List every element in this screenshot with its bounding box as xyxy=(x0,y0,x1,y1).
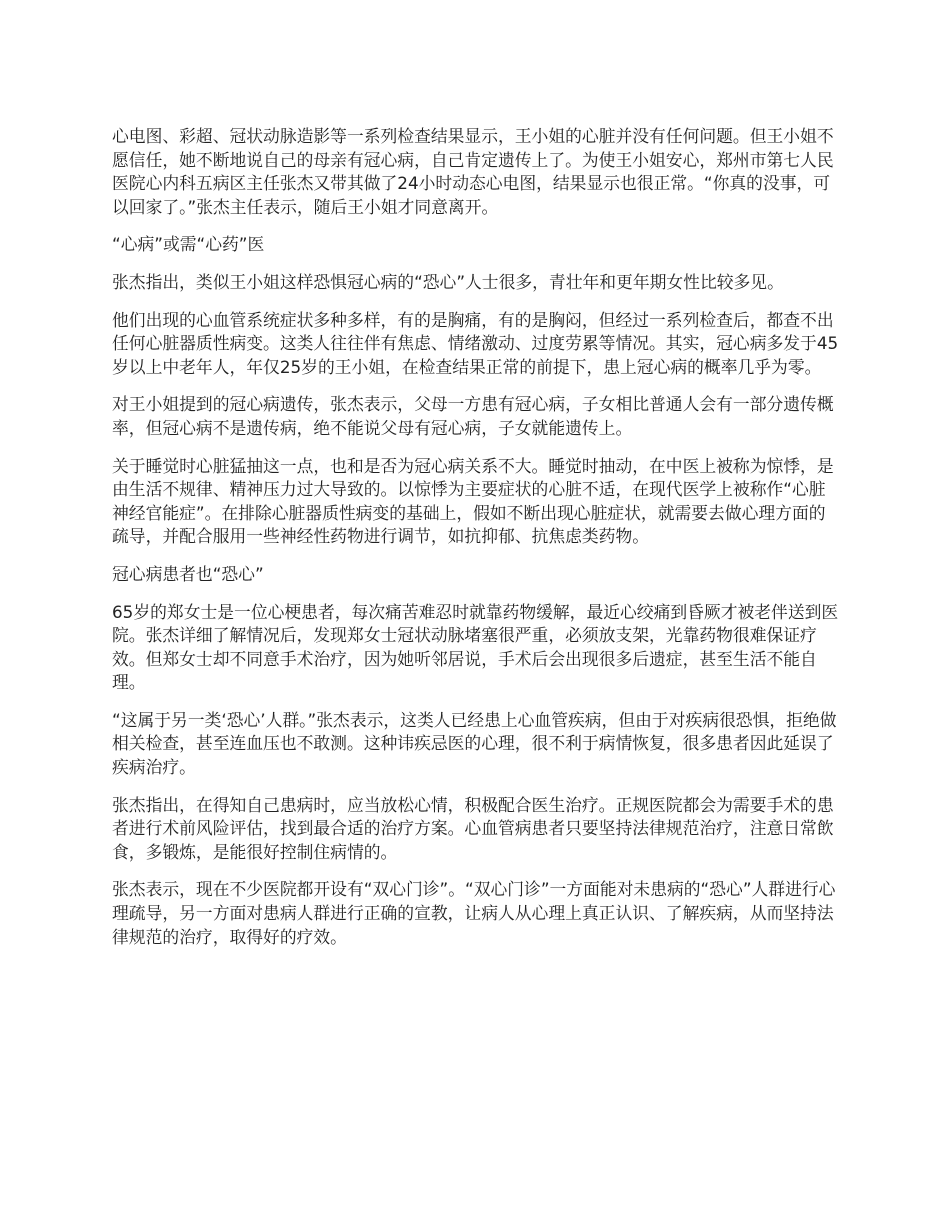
section-heading: 冠心病患者也“恐心” xyxy=(112,563,264,584)
paragraph: 65岁的郑女士是一位心梗患者，每次痛苦难忍时就靠药物缓解，最近心绞痛到昏厥才被老伴送到医院。张杰详细了解情况后，发现郑女士冠状动脉堵塞很严重，必须放支架，光靠药物很难保证疗效。但郑女士却不同意手术治疗，因为她听邻居说，手术后会出现很多后遗症，甚至生活不能自理。 xyxy=(112,601,839,693)
article-body xyxy=(112,125,840,963)
section-heading: “心病”或需“心药”医 xyxy=(112,234,265,255)
paragraph: 心电图、彩超、冠状动脉造影等一系列检查结果显示，王小姐的心脏并没有任何问题。但王小姐不愿信任，她不断地说自己的母亲有冠心病，自己肯定遗传上了。为使王小姐安心，郑州市第七人民医院心内科五病区主任张杰又带其做了24小时动态心电图，结果显示也很正常。“你真的没事，可以回家了。”张杰主任表示，随后王小姐才同意离开。 xyxy=(112,126,834,217)
paragraph: 关于睡觉时心脏猛抽这一点，也和是否为冠心病关系不大。睡觉时抽动，在中医上被称为惊悸，是由生活不规律、精神压力过大导致的。以惊悸为主要症状的心脏不适，在现代医学上被称作“心脏神经官能症”。在排除心脏器质性病变的基础上，假如不断出现心脏症状，就需要去做心理方面的疏导，并配合服用一些神经性药物进行调节，如抗抑郁、抗焦虑类药物。 xyxy=(112,455,834,547)
paragraph: “这属于另一类‘恐心’人群。”张杰表示，这类人已经患上心血管疾病，但由于对疾病很恐惧，拒绝做相关检查，甚至连血压也不敢测。这种讳疾忌医的心理，很不利于病情恢复，很多患者因此延误了疾病治疗。 xyxy=(112,709,837,778)
paragraph: 他们出现的心血管系统症状多种多样，有的是胸痛，有的是胸闷，但经过一系列检查后，都查不出任何心脏器质性病变。这类人往往伴有焦虑、情绪激动、过度劳累等情况。其实，冠心病多发于45岁以上中老年人，年仅25岁的王小姐，在检查结果正常的前提下，患上冠心病的概率几乎为零。 xyxy=(112,309,839,377)
paragraph: 对王小姐提到的冠心病遗传，张杰表示，父母一方患有冠心病，子女相比普通人会有一部分遗传概率，但冠心病不是遗传病，绝不能说父母有冠心病，子女就能遗传上。 xyxy=(112,394,834,438)
paragraph: 张杰指出，在得知自己患病时，应当放松心情，积极配合医生治疗。正规医院都会为需要手术的患者进行术前风险评估，找到最合适的治疗方案。心血管病患者只要坚持法律规范治疗，注意日常飲食，多锻炼，是能很好控制住病情的。 xyxy=(112,794,834,862)
paragraph: 张杰表示，现在不少医院都开设有“双心门诊”。“双心门诊”一方面能对未患病的“恐心”人群进行心理疏导，另一方面对患病人群进行正确的宣教，让病人从心理上真正认识、了解疾病，从而坚持法律规范的治疗，取得好的疗效。 xyxy=(112,879,836,947)
paragraph: 张杰指出，类似王小姐这样恐惧冠心病的“恐心”人士很多，青壮年和更年期女性比较多见。 xyxy=(112,271,784,292)
